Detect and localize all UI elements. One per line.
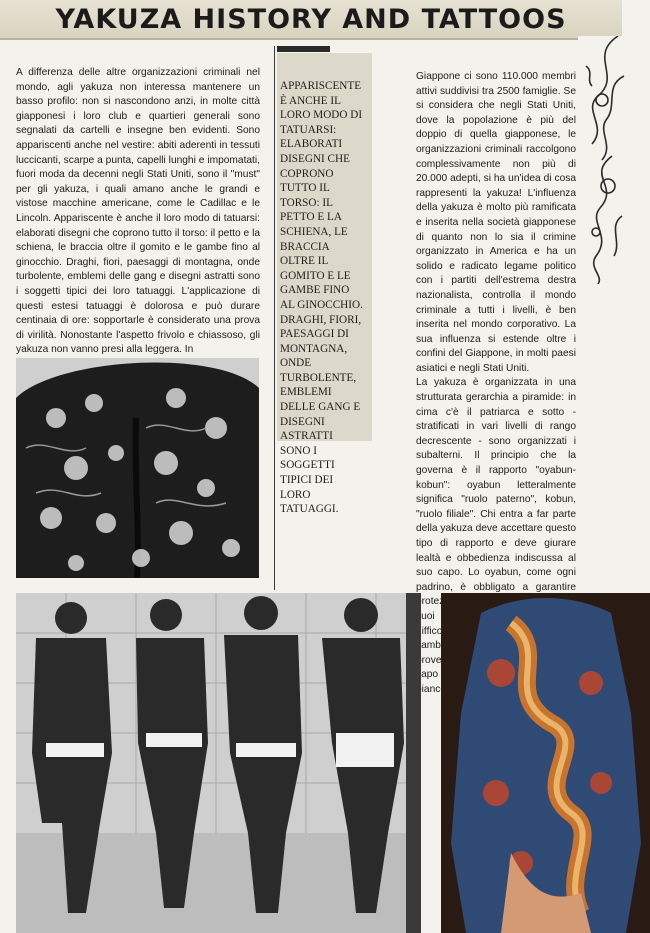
paragraph: Giappone ci sono 110.000 membri attivi suddivisi tra 2500 famiglie. Se si considera che negli Stati Uniti, dove la popolazione è più del doppio di quella giapponese, le organizzazioni criminali raccolgono complessivamente non più di 20.000 adepti, si ha un'idea di cosa rappresenti la yakuza! L'influenza della yakuza è molto più ramificata e inserita nella società giapponese di quanto non lo sia il crimine organizzato in America e ha un solido e radicato legame politico con i partiti dell'estrema destra nazionalista, controlla il mondo criminale a tutti i livelli, è ben inserita nel mondo corporativo. La sua influenza si estende oltre i confini del Giappone, in molti paesi asiatici e negli Stati Uniti.	[416, 71, 576, 374]
page-header	[0, 0, 622, 40]
sidebar-accent-bar	[277, 46, 330, 52]
pull-quote: APPARISCENTE È ANCHE IL LORO MODO DI TATUARSI: ELABORATI DISEGNI CHE COPRONO TUTTO IL TORSO: IL PETTO E LA SCHIENA, LE BRACCIA OLTRE IL GOMITO E LE GAMBE FINO AL GINOCCHIO. DRAGHI, FIORI, PAESAGGI DI MONTAGNA, ONDE TURBOLENTE, EMBLEMI DELLE GANG E DISEGNI ASTRATTI SONO I SOGGETTI TIPICI DEI LORO TATUAGGI.	[277, 53, 372, 441]
decorative-ornament	[578, 36, 626, 284]
dragon-back-tattoo-photo	[441, 593, 650, 933]
page-title: YAKUZA HISTORY AND TATTOOS	[55, 3, 567, 35]
column-divider	[274, 46, 275, 590]
four-men-photo	[16, 593, 421, 933]
article-column-left: A differenza delle altre organizzazioni criminali nel mondo, agli yakuza non interessa mantenere un basso profilo: non si nascondono anzi, in molte città giapponesi i loro club e quartieri generali sono segnalati da cartelli e insegne ben evidenti. Sono appariscenti anche nel vestire: abiti aderenti in tessuti luccicanti, scarpe a punta, capelli lunghi e impomatati, fuori moda da decenni negli Stati Uniti, sono il "must" per gli yakuza, i quali amano anche le grandi e vistose macchine americane, come le Cadillac e le Lincoln. Appariscente è anche il loro modo di tatuarsi: elaborati disegni che coprono tutto il torso: il petto e la schiena, le braccia oltre il gomito e le gambe fino al ginocchio. Draghi, fiori, paesaggi di montagna, onde turbolente, emblemi delle gang e disegni astratti sono i soggetti tipici dei loro tatuaggi. L'applicazione di questi estesi tatuaggi è dolorosa e può durare centinaia di ore: sopportarle è considerato una prova di virilità. Nonostante l'aspetto frivolo e chiassoso, gli yakuza non vanno presi alla leggera. In	[16, 67, 260, 356]
paragraph: La yakuza è organizzata in una strutturata gerarchia a piramide: in cima c'è il patriarca e sotto - stratificati in vari livelli di rango decrescente - sono organizzati i subalterni. Il principio che la governa è il rapporto "oyabun-kobun": oyabun letteralmente significa "ruolo paterno", kobun, "ruolo filiale". Chi entra a far parte della yakuza deve accettare questo tipo di rapporto e deve giurare lealtà e obbedienza indiscussa al suo capo. Lo oyabun, come ogni padrino, è obbligato a garantire suoi difficoltà cambio, proverbio capo bianco,	[416, 377, 576, 695]
tattooed-back-photo	[16, 358, 259, 578]
